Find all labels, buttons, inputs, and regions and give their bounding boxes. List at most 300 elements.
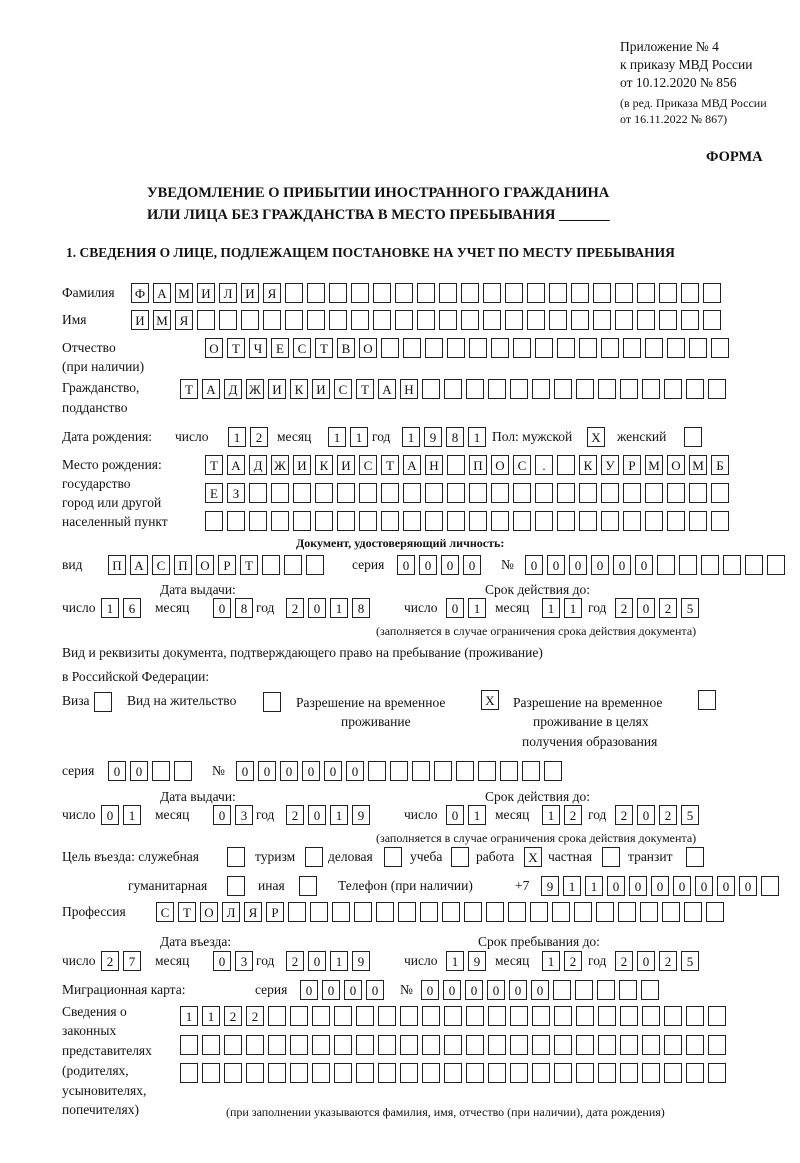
char-cell[interactable] xyxy=(527,283,545,303)
residence-checkbox[interactable] xyxy=(263,692,281,712)
char-cell[interactable] xyxy=(447,338,465,358)
char-cell[interactable] xyxy=(615,310,633,330)
char-cell[interactable] xyxy=(312,1035,330,1055)
char-cell[interactable] xyxy=(664,1006,682,1026)
char-cell[interactable] xyxy=(224,1035,242,1055)
char-cell[interactable] xyxy=(557,511,575,531)
char-cell[interactable]: Е xyxy=(271,338,289,358)
char-cell[interactable] xyxy=(368,761,386,781)
char-cell[interactable] xyxy=(576,379,594,399)
char-cell[interactable]: 0 xyxy=(629,876,647,896)
char-cell[interactable]: 0 xyxy=(258,761,276,781)
char-cell[interactable] xyxy=(417,283,435,303)
char-cell[interactable] xyxy=(351,310,369,330)
char-cell[interactable]: 2 xyxy=(286,598,304,618)
char-cell[interactable]: Н xyxy=(425,455,443,475)
char-cell[interactable] xyxy=(508,902,526,922)
char-cell[interactable] xyxy=(403,511,421,531)
char-cell[interactable] xyxy=(711,483,729,503)
char-cell[interactable]: 7 xyxy=(123,951,141,971)
char-cell[interactable] xyxy=(334,1035,352,1055)
char-cell[interactable]: М xyxy=(689,455,707,475)
char-cell[interactable]: 1 xyxy=(585,876,603,896)
char-cell[interactable] xyxy=(552,902,570,922)
char-cell[interactable]: 0 xyxy=(302,761,320,781)
char-cell[interactable] xyxy=(483,310,501,330)
char-cell[interactable] xyxy=(224,1063,242,1083)
char-cell[interactable] xyxy=(422,1035,440,1055)
phone-field[interactable] xyxy=(541,876,779,896)
char-cell[interactable] xyxy=(356,1063,374,1083)
char-cell[interactable]: 0 xyxy=(637,805,655,825)
char-cell[interactable]: А xyxy=(227,455,245,475)
char-cell[interactable] xyxy=(354,902,372,922)
char-cell[interactable] xyxy=(767,555,785,575)
char-cell[interactable] xyxy=(619,980,637,1000)
char-cell[interactable]: 9 xyxy=(424,427,442,447)
char-cell[interactable]: 8 xyxy=(446,427,464,447)
visa-checkbox[interactable] xyxy=(94,692,112,712)
char-cell[interactable]: Я xyxy=(175,310,193,330)
char-cell[interactable]: Е xyxy=(205,483,223,503)
char-cell[interactable]: 9 xyxy=(468,951,486,971)
char-cell[interactable] xyxy=(642,379,660,399)
char-cell[interactable] xyxy=(227,511,245,531)
char-cell[interactable]: 0 xyxy=(717,876,735,896)
char-cell[interactable] xyxy=(378,1006,396,1026)
char-cell[interactable]: 0 xyxy=(446,805,464,825)
right-doc-series-field[interactable] xyxy=(108,761,192,781)
right-valid-year-field[interactable] xyxy=(615,805,699,825)
checkbox-cell[interactable] xyxy=(94,692,112,712)
char-cell[interactable]: Д xyxy=(224,379,242,399)
char-cell[interactable] xyxy=(442,902,460,922)
char-cell[interactable] xyxy=(681,310,699,330)
checkbox-cell[interactable] xyxy=(698,690,716,710)
char-cell[interactable] xyxy=(351,283,369,303)
char-cell[interactable]: 0 xyxy=(308,951,326,971)
char-cell[interactable] xyxy=(461,283,479,303)
char-cell[interactable]: 9 xyxy=(352,951,370,971)
char-cell[interactable]: 0 xyxy=(346,761,364,781)
char-cell[interactable] xyxy=(488,1063,506,1083)
char-cell[interactable] xyxy=(219,310,237,330)
char-cell[interactable] xyxy=(530,902,548,922)
char-cell[interactable]: Л xyxy=(219,283,237,303)
char-cell[interactable] xyxy=(596,902,614,922)
char-cell[interactable]: Б xyxy=(711,455,729,475)
purpose-private-checkbox[interactable] xyxy=(602,847,620,867)
char-cell[interactable]: М xyxy=(645,455,663,475)
migration-number-field[interactable] xyxy=(421,980,659,1000)
char-cell[interactable] xyxy=(381,338,399,358)
checkbox-cell[interactable] xyxy=(227,876,245,896)
char-cell[interactable] xyxy=(667,338,685,358)
char-cell[interactable] xyxy=(623,483,641,503)
char-cell[interactable]: 1 xyxy=(542,598,560,618)
char-cell[interactable]: 2 xyxy=(286,805,304,825)
char-cell[interactable] xyxy=(293,483,311,503)
char-cell[interactable]: О xyxy=(667,455,685,475)
char-cell[interactable] xyxy=(645,511,663,531)
char-cell[interactable] xyxy=(469,338,487,358)
char-cell[interactable] xyxy=(378,1063,396,1083)
char-cell[interactable] xyxy=(637,283,655,303)
char-cell[interactable] xyxy=(532,379,550,399)
char-cell[interactable] xyxy=(400,1006,418,1026)
char-cell[interactable]: 0 xyxy=(130,761,148,781)
char-cell[interactable] xyxy=(598,1035,616,1055)
char-cell[interactable] xyxy=(601,511,619,531)
char-cell[interactable]: 0 xyxy=(509,980,527,1000)
char-cell[interactable] xyxy=(535,511,553,531)
birth-place-row-3[interactable] xyxy=(205,511,729,531)
char-cell[interactable] xyxy=(505,310,523,330)
char-cell[interactable] xyxy=(290,1035,308,1055)
char-cell[interactable]: 0 xyxy=(324,761,342,781)
doc-number-field[interactable] xyxy=(525,555,785,575)
purpose-official-checkbox[interactable] xyxy=(227,847,245,867)
char-cell[interactable] xyxy=(491,483,509,503)
char-cell[interactable]: Т xyxy=(381,455,399,475)
char-cell[interactable] xyxy=(681,283,699,303)
char-cell[interactable] xyxy=(544,761,562,781)
char-cell[interactable] xyxy=(356,1035,374,1055)
char-cell[interactable]: 1 xyxy=(330,951,348,971)
char-cell[interactable] xyxy=(478,761,496,781)
female-checkbox[interactable] xyxy=(684,427,702,447)
birth-month-field[interactable] xyxy=(328,427,368,447)
char-cell[interactable]: И xyxy=(131,310,149,330)
char-cell[interactable]: 1 xyxy=(468,427,486,447)
char-cell[interactable] xyxy=(483,283,501,303)
char-cell[interactable] xyxy=(290,1006,308,1026)
char-cell[interactable]: Р xyxy=(266,902,284,922)
char-cell[interactable] xyxy=(488,1006,506,1026)
char-cell[interactable]: Я xyxy=(263,283,281,303)
stay-month-field[interactable] xyxy=(542,951,582,971)
char-cell[interactable] xyxy=(711,511,729,531)
char-cell[interactable] xyxy=(598,1063,616,1083)
char-cell[interactable]: 0 xyxy=(108,761,126,781)
checkbox-cell[interactable] xyxy=(384,847,402,867)
char-cell[interactable]: 1 xyxy=(180,1006,198,1026)
char-cell[interactable] xyxy=(554,1035,572,1055)
char-cell[interactable] xyxy=(701,555,719,575)
char-cell[interactable] xyxy=(686,379,704,399)
char-cell[interactable] xyxy=(444,1063,462,1083)
char-cell[interactable] xyxy=(708,1063,726,1083)
char-cell[interactable]: И xyxy=(197,283,215,303)
char-cell[interactable]: 0 xyxy=(569,555,587,575)
char-cell[interactable] xyxy=(332,902,350,922)
char-cell[interactable]: 1 xyxy=(330,805,348,825)
char-cell[interactable] xyxy=(662,902,680,922)
char-cell[interactable]: 0 xyxy=(637,951,655,971)
char-cell[interactable]: 5 xyxy=(681,598,699,618)
birth-place-row-2[interactable] xyxy=(205,483,729,503)
char-cell[interactable] xyxy=(197,310,215,330)
checkbox-cell[interactable] xyxy=(299,876,317,896)
birth-year-field[interactable] xyxy=(402,427,486,447)
char-cell[interactable] xyxy=(373,283,391,303)
char-cell[interactable] xyxy=(439,310,457,330)
char-cell[interactable] xyxy=(466,379,484,399)
char-cell[interactable] xyxy=(422,1063,440,1083)
temp-residence-edu-checkbox[interactable] xyxy=(698,690,716,710)
char-cell[interactable] xyxy=(571,310,589,330)
char-cell[interactable] xyxy=(554,1063,572,1083)
char-cell[interactable] xyxy=(522,761,540,781)
char-cell[interactable] xyxy=(597,980,615,1000)
char-cell[interactable] xyxy=(285,283,303,303)
char-cell[interactable] xyxy=(664,1063,682,1083)
char-cell[interactable] xyxy=(205,511,223,531)
char-cell[interactable] xyxy=(306,555,324,575)
char-cell[interactable] xyxy=(554,1006,572,1026)
char-cell[interactable] xyxy=(447,455,465,475)
checkbox-cell[interactable] xyxy=(263,692,281,712)
char-cell[interactable]: О xyxy=(196,555,214,575)
char-cell[interactable]: Д xyxy=(249,455,267,475)
char-cell[interactable] xyxy=(395,310,413,330)
char-cell[interactable]: 2 xyxy=(250,427,268,447)
char-cell[interactable]: 1 xyxy=(468,805,486,825)
char-cell[interactable]: . xyxy=(535,455,553,475)
char-cell[interactable]: Т xyxy=(205,455,223,475)
char-cell[interactable] xyxy=(598,379,616,399)
char-cell[interactable]: 0 xyxy=(695,876,713,896)
char-cell[interactable] xyxy=(708,1006,726,1026)
char-cell[interactable]: 0 xyxy=(531,980,549,1000)
valid-year-field[interactable] xyxy=(615,598,699,618)
char-cell[interactable]: 2 xyxy=(246,1006,264,1026)
checkbox-cell[interactable] xyxy=(451,847,469,867)
char-cell[interactable]: И xyxy=(268,379,286,399)
char-cell[interactable] xyxy=(510,1035,528,1055)
purpose-tourism-checkbox[interactable] xyxy=(305,847,323,867)
char-cell[interactable]: С xyxy=(513,455,531,475)
valid-month-field[interactable] xyxy=(542,598,582,618)
char-cell[interactable] xyxy=(271,483,289,503)
birth-day-field[interactable] xyxy=(228,427,268,447)
char-cell[interactable] xyxy=(444,1006,462,1026)
char-cell[interactable]: А xyxy=(153,283,171,303)
char-cell[interactable] xyxy=(637,310,655,330)
reps-row-2[interactable] xyxy=(180,1035,726,1055)
char-cell[interactable] xyxy=(686,1006,704,1026)
char-cell[interactable]: С xyxy=(359,455,377,475)
char-cell[interactable]: 1 xyxy=(328,427,346,447)
char-cell[interactable] xyxy=(315,483,333,503)
char-cell[interactable] xyxy=(469,483,487,503)
char-cell[interactable] xyxy=(513,511,531,531)
char-cell[interactable]: И xyxy=(293,455,311,475)
entry-month-field[interactable] xyxy=(213,951,253,971)
right-valid-day-field[interactable] xyxy=(446,805,486,825)
char-cell[interactable]: 0 xyxy=(397,555,415,575)
char-cell[interactable] xyxy=(689,483,707,503)
char-cell[interactable] xyxy=(667,483,685,503)
migration-series-field[interactable] xyxy=(300,980,384,1000)
char-cell[interactable]: 0 xyxy=(300,980,318,1000)
char-cell[interactable]: 5 xyxy=(681,951,699,971)
char-cell[interactable]: Я xyxy=(244,902,262,922)
char-cell[interactable]: И xyxy=(312,379,330,399)
char-cell[interactable] xyxy=(310,902,328,922)
char-cell[interactable] xyxy=(703,310,721,330)
char-cell[interactable] xyxy=(466,1035,484,1055)
char-cell[interactable] xyxy=(532,1006,550,1026)
char-cell[interactable] xyxy=(686,1035,704,1055)
checkbox-cell[interactable] xyxy=(686,847,704,867)
char-cell[interactable] xyxy=(312,1006,330,1026)
birth-place-row-1[interactable] xyxy=(205,455,729,475)
char-cell[interactable] xyxy=(711,338,729,358)
char-cell[interactable]: 9 xyxy=(352,805,370,825)
char-cell[interactable] xyxy=(657,555,675,575)
char-cell[interactable]: 1 xyxy=(402,427,420,447)
char-cell[interactable] xyxy=(381,483,399,503)
char-cell[interactable] xyxy=(337,511,355,531)
char-cell[interactable]: 1 xyxy=(330,598,348,618)
char-cell[interactable] xyxy=(645,483,663,503)
issue-month-field[interactable] xyxy=(213,598,253,618)
char-cell[interactable] xyxy=(417,310,435,330)
purpose-business-checkbox[interactable] xyxy=(384,847,402,867)
char-cell[interactable] xyxy=(576,1006,594,1026)
entry-year-field[interactable] xyxy=(286,951,370,971)
char-cell[interactable] xyxy=(679,555,697,575)
patronymic-field[interactable] xyxy=(205,338,729,358)
char-cell[interactable] xyxy=(667,511,685,531)
char-cell[interactable] xyxy=(293,511,311,531)
char-cell[interactable]: В xyxy=(337,338,355,358)
char-cell[interactable] xyxy=(620,1035,638,1055)
char-cell[interactable] xyxy=(554,379,572,399)
char-cell[interactable] xyxy=(706,902,724,922)
char-cell[interactable]: 0 xyxy=(441,555,459,575)
char-cell[interactable]: 2 xyxy=(615,805,633,825)
char-cell[interactable]: 6 xyxy=(123,598,141,618)
char-cell[interactable] xyxy=(403,338,421,358)
char-cell[interactable]: Р xyxy=(218,555,236,575)
char-cell[interactable]: 2 xyxy=(659,951,677,971)
stay-day-field[interactable] xyxy=(446,951,486,971)
char-cell[interactable]: 0 xyxy=(465,980,483,1000)
char-cell[interactable] xyxy=(491,338,509,358)
char-cell[interactable] xyxy=(359,511,377,531)
char-cell[interactable] xyxy=(491,511,509,531)
char-cell[interactable] xyxy=(535,338,553,358)
char-cell[interactable] xyxy=(425,483,443,503)
char-cell[interactable]: Р xyxy=(623,455,641,475)
char-cell[interactable] xyxy=(574,902,592,922)
char-cell[interactable] xyxy=(420,902,438,922)
char-cell[interactable]: 0 xyxy=(739,876,757,896)
char-cell[interactable] xyxy=(395,283,413,303)
char-cell[interactable]: 0 xyxy=(443,980,461,1000)
char-cell[interactable]: 8 xyxy=(235,598,253,618)
char-cell[interactable]: К xyxy=(315,455,333,475)
char-cell[interactable]: 2 xyxy=(615,951,633,971)
char-cell[interactable] xyxy=(557,455,575,475)
char-cell[interactable]: 0 xyxy=(419,555,437,575)
char-cell[interactable] xyxy=(620,379,638,399)
char-cell[interactable] xyxy=(337,483,355,503)
doc-series-field[interactable] xyxy=(397,555,481,575)
char-cell[interactable] xyxy=(761,876,779,896)
char-cell[interactable] xyxy=(466,1063,484,1083)
char-cell[interactable] xyxy=(285,310,303,330)
doc-kind-field[interactable] xyxy=(108,555,324,575)
char-cell[interactable]: П xyxy=(108,555,126,575)
char-cell[interactable]: Т xyxy=(178,902,196,922)
char-cell[interactable] xyxy=(400,1035,418,1055)
issue-day-field[interactable] xyxy=(101,598,141,618)
issue-year-field[interactable] xyxy=(286,598,370,618)
char-cell[interactable] xyxy=(505,283,523,303)
char-cell[interactable] xyxy=(246,1035,264,1055)
char-cell[interactable]: К xyxy=(290,379,308,399)
char-cell[interactable]: 2 xyxy=(564,951,582,971)
char-cell[interactable]: С xyxy=(156,902,174,922)
char-cell[interactable] xyxy=(288,902,306,922)
char-cell[interactable]: Т xyxy=(315,338,333,358)
purpose-transit-checkbox[interactable] xyxy=(686,847,704,867)
char-cell[interactable] xyxy=(381,511,399,531)
char-cell[interactable]: 1 xyxy=(101,598,119,618)
name-field[interactable] xyxy=(131,310,721,330)
char-cell[interactable] xyxy=(686,1063,704,1083)
char-cell[interactable] xyxy=(689,511,707,531)
char-cell[interactable]: У xyxy=(601,455,619,475)
char-cell[interactable]: 3 xyxy=(235,805,253,825)
char-cell[interactable] xyxy=(262,555,280,575)
checkbox-cell[interactable]: X xyxy=(587,427,605,447)
temp-residence-checkbox[interactable] xyxy=(481,690,499,710)
char-cell[interactable] xyxy=(390,761,408,781)
char-cell[interactable]: 2 xyxy=(286,951,304,971)
char-cell[interactable] xyxy=(334,1063,352,1083)
profession-field[interactable] xyxy=(156,902,724,922)
purpose-other-checkbox[interactable] xyxy=(299,876,317,896)
right-issue-day-field[interactable] xyxy=(101,805,141,825)
char-cell[interactable] xyxy=(601,483,619,503)
char-cell[interactable] xyxy=(684,902,702,922)
char-cell[interactable] xyxy=(510,1063,528,1083)
char-cell[interactable]: И xyxy=(337,455,355,475)
char-cell[interactable] xyxy=(579,338,597,358)
char-cell[interactable] xyxy=(664,379,682,399)
char-cell[interactable]: 1 xyxy=(542,951,560,971)
checkbox-cell[interactable] xyxy=(684,427,702,447)
char-cell[interactable] xyxy=(359,483,377,503)
char-cell[interactable] xyxy=(180,1035,198,1055)
char-cell[interactable] xyxy=(557,483,575,503)
char-cell[interactable] xyxy=(708,379,726,399)
char-cell[interactable] xyxy=(708,1035,726,1055)
char-cell[interactable]: Ф xyxy=(131,283,149,303)
checkbox-cell[interactable]: X xyxy=(524,847,542,867)
char-cell[interactable] xyxy=(425,338,443,358)
entry-day-field[interactable] xyxy=(101,951,141,971)
char-cell[interactable]: 1 xyxy=(542,805,560,825)
char-cell[interactable]: 0 xyxy=(213,805,231,825)
char-cell[interactable] xyxy=(307,310,325,330)
char-cell[interactable] xyxy=(439,283,457,303)
char-cell[interactable] xyxy=(412,761,430,781)
